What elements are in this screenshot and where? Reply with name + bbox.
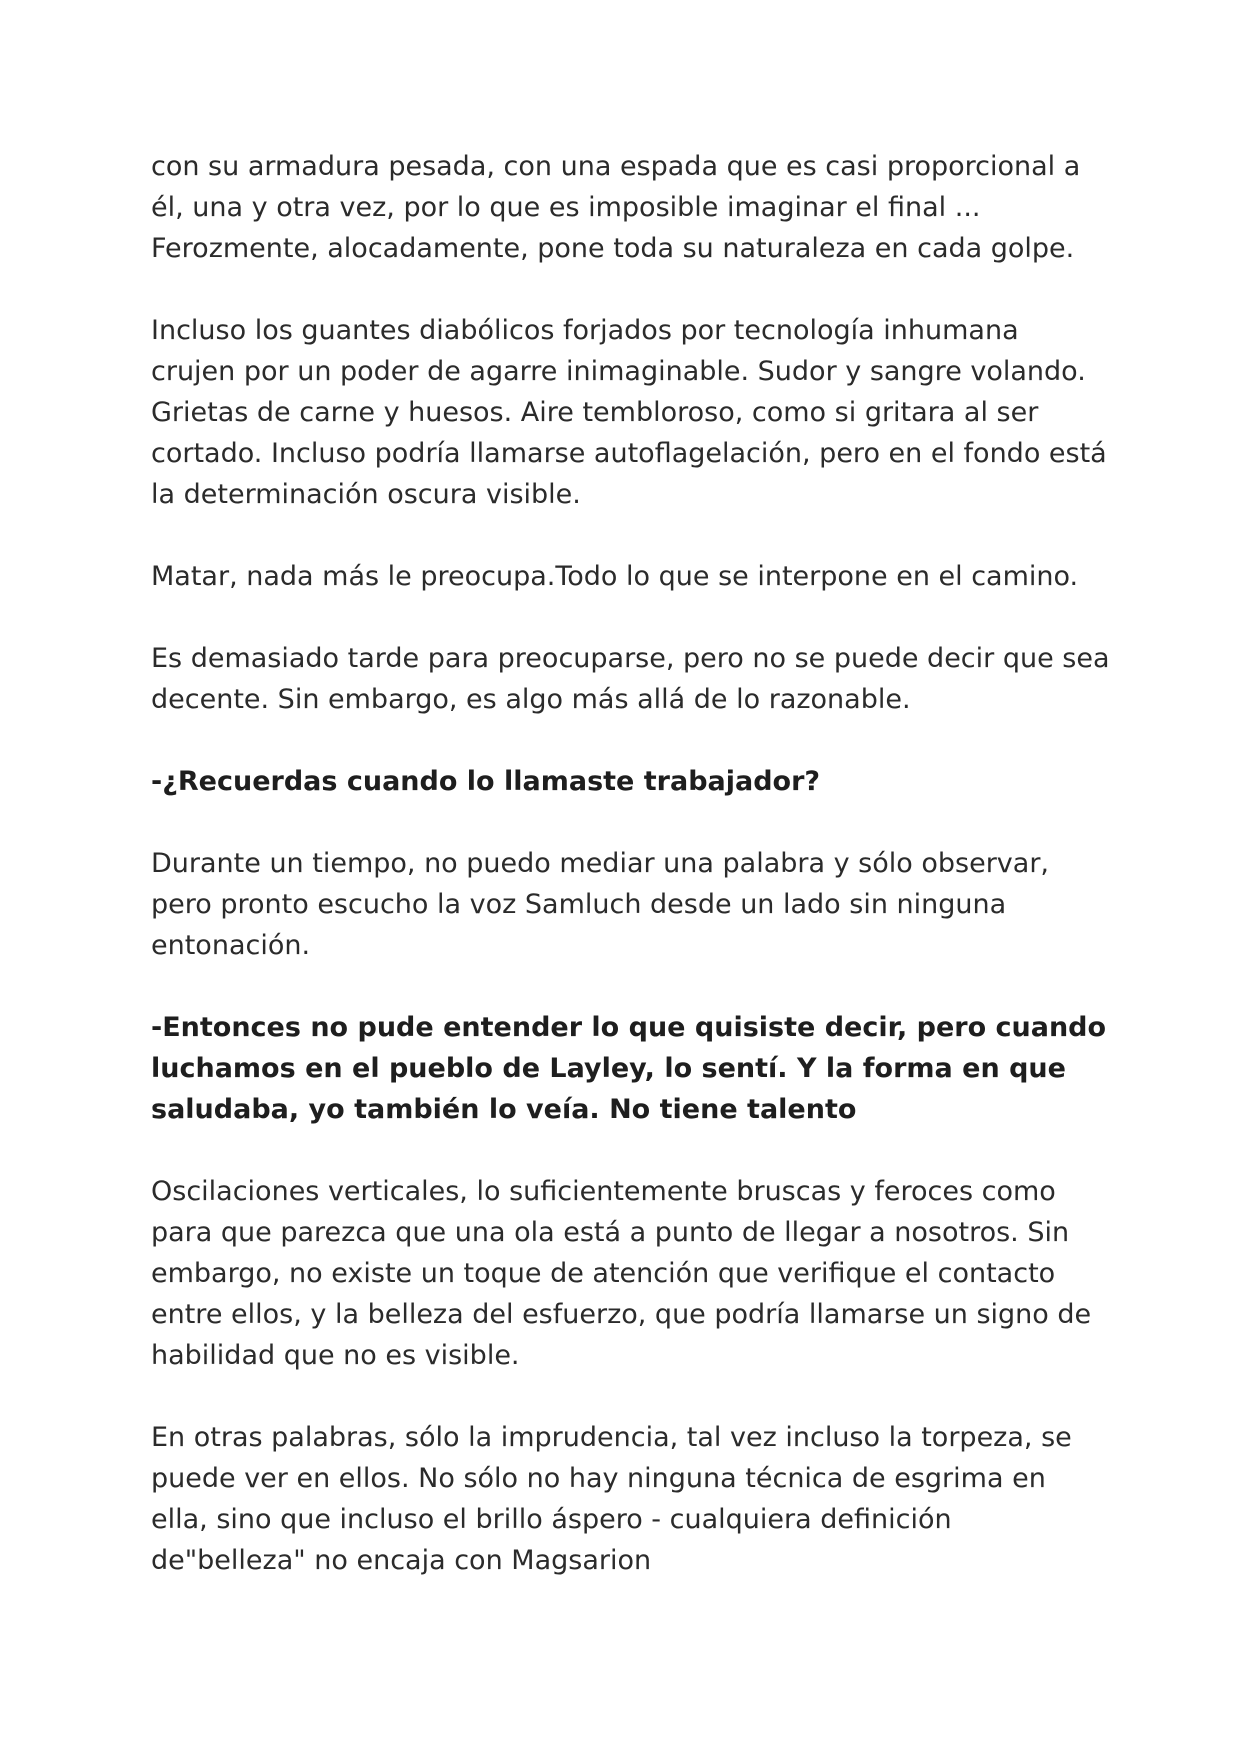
paragraph-8: Oscilaciones verticales, lo suficientemente bruscas y feroces como para que parezca que una ola está a punto de llegar a nosotros. Sin embargo, no existe un toque de atención que verifique el contacto entre ellos, y la belleza del esfuerzo, que podría llamarse un signo de habilidad que no es visible. <box>151 1176 1092 1371</box>
document-body <box>151 146 1111 1622</box>
paragraph-4: Es demasiado tarde para preocuparse, pero no se puede decir que sea decente. Sin embargo, es algo más allá de lo razonable. <box>151 643 1110 715</box>
paragraph-2: Incluso los guantes diabólicos forjados por tecnología inhumana crujen por un poder de agarre inimaginable. Sudor y sangre volando. Grietas de carne y huesos. Aire tembloroso, como si gritara al ser cortado. Incluso podría llamarse autoflagelación, pero en el fondo está la determinación oscura visible. <box>151 315 1107 510</box>
paragraph-1: con su armadura pesada, con una espada que es casi proporcional a él, una y otra vez, por lo que es imposible imaginar el final ... Ferozmente, alocadamente, pone toda su naturaleza en cada golpe. <box>151 151 1081 264</box>
dialogue-line-2: -Entonces no pude entender lo que quisiste decir, pero cuando luchamos en el pueblo de Layley, lo sentí. Y la forma en que saludaba, yo también lo veía. No tiene talento <box>151 1012 1107 1125</box>
paragraph-3: Matar, nada más le preocupa.Todo lo que se interpone en el camino. <box>151 561 1079 592</box>
paragraph-6: Durante un tiempo, no puedo mediar una palabra y sólo observar, pero pronto escucho la voz Samluch desde un lado sin ninguna entonación. <box>151 848 1050 961</box>
paragraph-9: En otras palabras, sólo la imprudencia, tal vez incluso la torpeza, se puede ver en ellos. No sólo no hay ninguna técnica de esgrima en ella, sino que incluso el brillo áspero - cualquiera definición de"belleza" no encaja con Magsarion <box>151 1422 1072 1576</box>
dialogue-line-1: -¿Recuerdas cuando lo llamaste trabajador? <box>151 766 821 797</box>
